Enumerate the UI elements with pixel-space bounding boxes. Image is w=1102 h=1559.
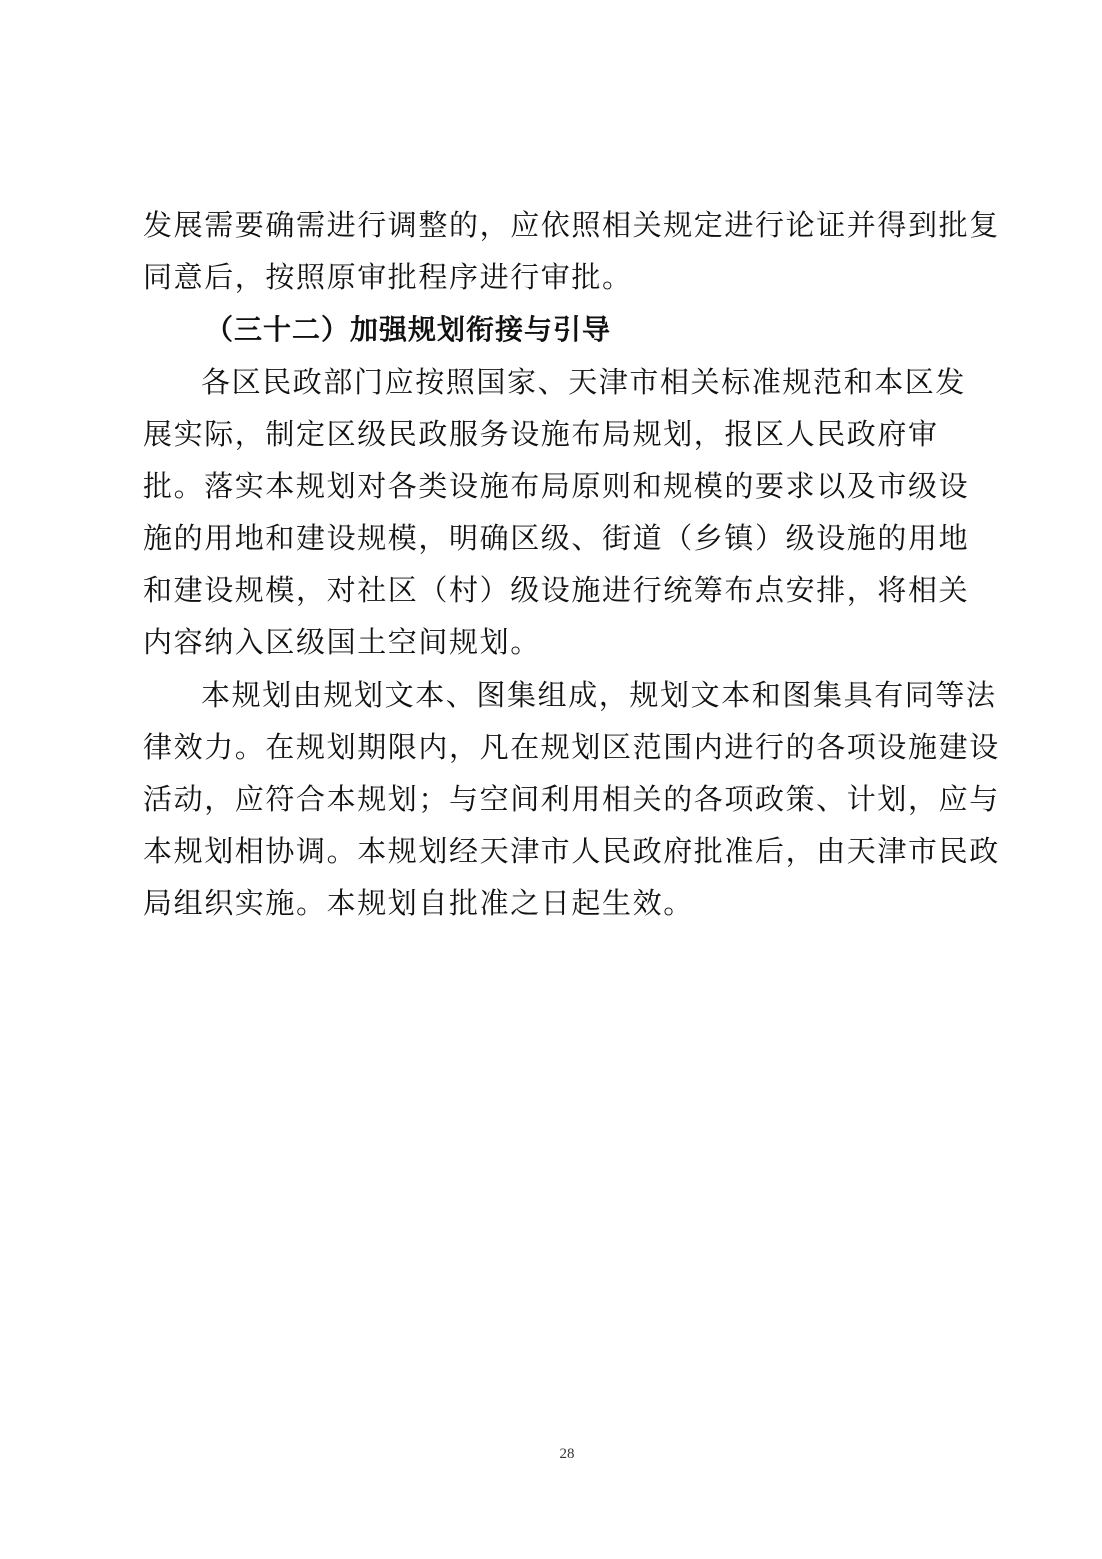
page-number: 28 — [559, 1446, 575, 1462]
text-line: 局组织实施。本规划自批准之日起生效。 — [143, 886, 694, 920]
text-line: 同意后，按照原审批程序进行审批。 — [143, 260, 633, 294]
text-line: 和建设规模，对社区（村）级设施进行统筹布点安排，将相关 — [143, 573, 970, 607]
text-line: 批。落实本规划对各类设施布局原则和规模的要求以及市级设 — [143, 469, 970, 503]
paragraph-first-line: 各区民政部门应按照国家、天津市相关标准规范和本区发 — [201, 365, 967, 399]
text-line: 律效力。在规划期限内，凡在规划区范围内进行的各项设施建设 — [143, 730, 1000, 764]
text-line: 活动，应符合本规划；与空间利用相关的各项政策、计划，应与 — [143, 782, 1000, 816]
paragraph-first-line: 本规划由规划文本、图集组成，规划文本和图集具有同等法 — [201, 678, 997, 712]
text-line: 本规划相协调。本规划经天津市人民政府批准后，由天津市民政 — [143, 834, 1000, 868]
text-line: 施的用地和建设规模，明确区级、街道（乡镇）级设施的用地 — [143, 521, 970, 555]
text-line: 内容纳入区级国土空间规划。 — [143, 625, 541, 659]
text-line: 发展需要确需进行调整的，应依照相关规定进行论证并得到批复 — [143, 208, 1000, 242]
section-heading: （三十二）加强规划衔接与引导 — [205, 313, 612, 346]
text-line: 展实际，制定区级民政服务设施布局规划，报区人民政府审 — [143, 417, 939, 451]
